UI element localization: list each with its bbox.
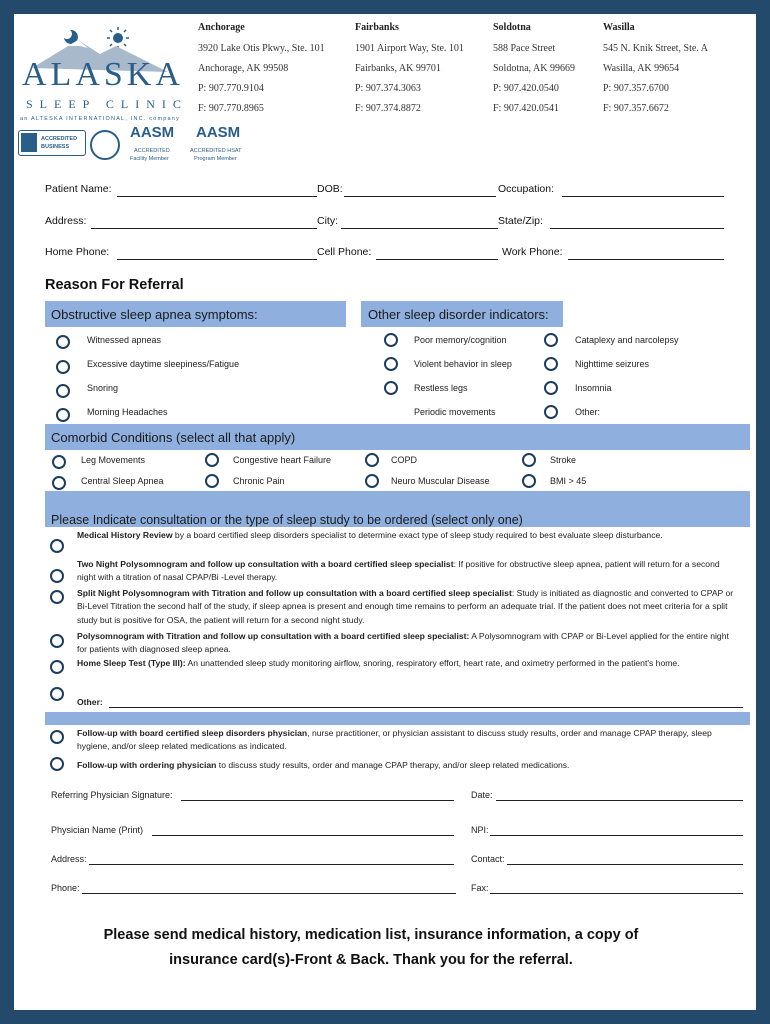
radio-central-sleep-apnea[interactable] xyxy=(52,476,66,490)
radio-home-sleep-test[interactable] xyxy=(50,660,64,674)
radio-morning-headaches[interactable] xyxy=(56,408,70,422)
location-phone: P: 907.770.9104 xyxy=(198,83,264,94)
followup-divider-bar xyxy=(45,712,750,725)
study-other-field[interactable] xyxy=(109,707,743,708)
option-label: Insomnia xyxy=(575,383,612,393)
location-street: 588 Pace Street xyxy=(493,43,556,54)
physician-name-field[interactable] xyxy=(152,835,454,836)
location-fax: F: 907.770.8965 xyxy=(198,103,264,114)
clinic-logo xyxy=(18,20,198,130)
physician-address-field[interactable] xyxy=(89,864,454,865)
study-header: Please Indicate consultation or the type of sleep study to be ordered (select only one) xyxy=(51,513,523,527)
physician-phone-field[interactable] xyxy=(82,893,456,894)
study-option-5 xyxy=(77,657,739,670)
option-label: COPD xyxy=(391,455,418,465)
physician-name-label: Physician Name (Print) xyxy=(51,825,144,835)
patient-name-field[interactable] xyxy=(117,196,317,197)
study-option-4 xyxy=(77,630,739,657)
radio-chronic-pain[interactable] xyxy=(205,474,219,488)
aasm-facility-caption2: Facility Member xyxy=(130,156,169,162)
contact-field[interactable] xyxy=(507,864,743,865)
contact-label: Contact: xyxy=(471,854,505,864)
radio-violent-behavior[interactable] xyxy=(384,357,398,371)
radio-witnessed-apneas[interactable] xyxy=(56,335,70,349)
option-label: Other: xyxy=(575,407,601,417)
closing-line-1: Please send medical history, medication list, insurance information, a copy of xyxy=(103,927,639,943)
location-phone: P: 907.420.0540 xyxy=(493,83,559,94)
radio-split-night-psg[interactable] xyxy=(50,590,64,604)
followup-option-1 xyxy=(77,727,739,754)
location-anchorage xyxy=(198,22,348,114)
statezip-label: State/Zip: xyxy=(498,215,543,227)
radio-psg-titration[interactable] xyxy=(50,634,64,648)
signature-field[interactable] xyxy=(181,800,454,801)
location-city: Anchorage xyxy=(198,22,245,33)
statezip-field[interactable] xyxy=(550,228,724,229)
bbb-badge xyxy=(18,130,86,156)
study-option-title: Home Sleep Test (Type III): xyxy=(77,658,186,668)
work-phone-label: Work Phone: xyxy=(502,246,563,258)
study-option-title: Two Night Polysomnogram and follow up consultation with a board certified sleep specialist xyxy=(77,559,454,569)
study-option-desc: An unattended sleep study monitoring airflow, snoring, respiratory effort, heart rate, and oximetry performed in the patient's home. xyxy=(185,658,680,668)
radio-study-other[interactable] xyxy=(50,687,64,701)
referral-form-page xyxy=(14,14,756,1010)
study-option-desc: A Polysomnogram with CPAP or Bi-Level applied for the entire night for patients with diagnosed sleep apnea. xyxy=(77,631,729,655)
cell-phone-label: Cell Phone: xyxy=(317,246,372,258)
other-header: Other sleep disorder indicators: xyxy=(368,307,549,322)
signature-label: Referring Physician Signature: xyxy=(51,790,173,800)
npi-field[interactable] xyxy=(490,835,743,836)
physician-address-label: Address: xyxy=(51,854,87,864)
option-label: Congestive heart Failure xyxy=(233,455,332,465)
logo-tagline: an ALTESKA INTERNATIONAL, INC. company xyxy=(20,116,181,122)
location-city: Wasilla xyxy=(603,22,635,33)
location-street: 1901 Airport Way, Ste. 101 xyxy=(355,43,464,54)
dob-field[interactable] xyxy=(344,196,496,197)
radio-stroke[interactable] xyxy=(522,453,536,467)
study-option-title: Other: xyxy=(77,697,103,707)
bbb-logo-icon xyxy=(21,133,37,152)
osa-header: Obstructive sleep apnea symptoms: xyxy=(51,307,258,322)
radio-neuromuscular[interactable] xyxy=(365,474,379,488)
location-citystate: Wasilla, AK 99654 xyxy=(603,63,680,74)
study-option-desc: : If positive for obstructive sleep apnea, patient will return for a second night with a titration of nasal CPAP/Bi -Level therapy. xyxy=(77,559,720,583)
radio-other-indicator[interactable] xyxy=(544,405,558,419)
option-label: Poor memory/cognition xyxy=(414,335,507,345)
referral-heading: Reason For Referral xyxy=(45,277,184,293)
aasm-facility-title: AASM xyxy=(130,124,175,141)
seal-badge-icon xyxy=(90,130,120,160)
followup-option-2 xyxy=(77,759,739,772)
radio-leg-movements[interactable] xyxy=(52,455,66,469)
study-option-3 xyxy=(77,587,739,627)
location-street: 545 N. Knik Street, Ste. A xyxy=(603,43,708,54)
logo-name: ALASKA xyxy=(22,56,184,93)
option-label: Stroke xyxy=(550,455,577,465)
radio-snoring[interactable] xyxy=(56,384,70,398)
study-option-2 xyxy=(77,558,739,585)
radio-copd[interactable] xyxy=(365,453,379,467)
aasm-facility-badge xyxy=(126,124,186,164)
radio-daytime-sleepiness[interactable] xyxy=(56,360,70,374)
location-citystate: Anchorage, AK 99508 xyxy=(198,63,289,74)
location-wasilla xyxy=(603,22,753,114)
study-option-desc: : Study is initiated as diagnostic and converted to CPAP or Bi-Level Titration the second half of the study, if sleep apnea is present and enough time remains to perform an adequate trial. If the patient does not meet criteria for a split study but is positive for OSA, the patient will return for a second night study. xyxy=(77,588,734,625)
date-field[interactable] xyxy=(496,800,743,801)
radio-two-night-psg[interactable] xyxy=(50,569,64,583)
study-option-title: Split Night Polysomnogram with Titration and follow up consultation with a board certified sleep specialist xyxy=(77,588,512,598)
radio-restless-legs[interactable] xyxy=(384,381,398,395)
city-field[interactable] xyxy=(341,228,498,229)
followup-title: Follow-up with board certified sleep disorders physician xyxy=(77,728,308,738)
location-phone: P: 907.374.3063 xyxy=(355,83,421,94)
option-label: Witnessed apneas xyxy=(87,335,162,345)
npi-label: NPI: xyxy=(471,825,489,835)
option-label: Central Sleep Apnea xyxy=(81,476,164,486)
location-fax: F: 907.357.6672 xyxy=(603,103,669,114)
location-fairbanks xyxy=(355,22,495,114)
work-phone-field[interactable] xyxy=(568,259,724,260)
physician-phone-label: Phone: xyxy=(51,883,80,893)
bbb-line2: BUSINESS xyxy=(41,144,70,150)
location-city: Fairbanks xyxy=(355,22,399,33)
occupation-label: Occupation: xyxy=(498,183,555,195)
location-street: 3920 Lake Otis Pkwy., Ste. 101 xyxy=(198,43,325,54)
followup-desc: to discuss study results, order and manage CPAP therapy, and/or sleep related medications. xyxy=(216,760,570,770)
radio-medical-history-review[interactable] xyxy=(50,539,64,553)
city-label: City: xyxy=(317,215,338,227)
aasm-facility-caption1: ACCREDITED xyxy=(134,148,170,154)
home-phone-field[interactable] xyxy=(117,259,317,260)
occupation-field[interactable] xyxy=(562,196,724,197)
radio-bmi[interactable] xyxy=(522,474,536,488)
location-phone: P: 907.357.6700 xyxy=(603,83,669,94)
followup-desc: , nurse practitioner, or physician assistant to discuss study results, order and manage CPAP therapy, sleep hygiene, and/or sleep related medications as indicated. xyxy=(77,728,712,752)
home-phone-label: Home Phone: xyxy=(45,246,110,258)
option-label: Violent behavior in sleep xyxy=(414,359,512,369)
study-option-title: Medical History Review xyxy=(77,530,173,540)
radio-poor-memory[interactable] xyxy=(384,333,398,347)
option-label: Periodic movements xyxy=(414,407,496,417)
closing-line-2: insurance card(s)-Front & Back. Thank you for the referral. xyxy=(169,952,573,968)
location-citystate: Soldotna, AK 99669 xyxy=(493,63,575,74)
location-soldotna xyxy=(493,22,603,114)
date-label: Date: xyxy=(471,790,493,800)
radio-followup-ordering-physician[interactable] xyxy=(50,757,64,771)
patient-name-label: Patient Name: xyxy=(45,183,112,195)
aasm-hsat-caption1: ACCREDITED HSAT xyxy=(190,148,242,154)
aasm-hsat-badge xyxy=(188,124,250,164)
radio-nighttime-seizures[interactable] xyxy=(544,357,558,371)
aasm-hsat-caption2: Program Member xyxy=(194,156,237,162)
location-fax: F: 907.420.0541 xyxy=(493,103,559,114)
option-label: Neuro Muscular Disease xyxy=(391,476,490,486)
option-label: Nighttime seizures xyxy=(575,359,650,369)
radio-chf[interactable] xyxy=(205,453,219,467)
radio-followup-board-physician[interactable] xyxy=(50,730,64,744)
option-label: Chronic Pain xyxy=(233,476,285,486)
option-label: Snoring xyxy=(87,383,119,393)
address-label: Address: xyxy=(45,215,87,227)
location-city: Soldotna xyxy=(493,22,531,33)
aasm-hsat-title: AASM xyxy=(196,124,241,141)
location-fax: F: 907.374.8872 xyxy=(355,103,421,114)
followup-title: Follow-up with ordering physician xyxy=(77,760,217,770)
bbb-line1: ACCREDITED xyxy=(41,136,78,142)
study-option-1 xyxy=(77,529,739,542)
address-field[interactable] xyxy=(91,228,317,229)
option-label: Morning Headaches xyxy=(87,407,168,417)
option-label: Cataplexy and narcolepsy xyxy=(575,335,679,345)
study-option-desc: by a board certified sleep disorders specialist to determine exact type of sleep study required to best evaluate sleep disturbance. xyxy=(172,530,663,540)
fax-label: Fax: xyxy=(471,883,489,893)
cell-phone-field[interactable] xyxy=(376,259,498,260)
option-label: Restless legs xyxy=(414,383,468,393)
fax-field[interactable] xyxy=(490,893,743,894)
dob-label: DOB: xyxy=(317,183,343,195)
logo-subtitle: SLEEP CLINIC xyxy=(26,97,188,111)
comorbid-header: Comorbid Conditions (select all that apply) xyxy=(51,430,296,445)
option-label: Excessive daytime sleepiness/Fatigue xyxy=(87,359,240,369)
study-option-title: Polysomnogram with Titration and follow up consultation with a board certified sleep specialist: xyxy=(77,631,470,641)
radio-insomnia[interactable] xyxy=(544,381,558,395)
location-citystate: Fairbanks, AK 99701 xyxy=(355,63,441,74)
radio-cataplexy[interactable] xyxy=(544,333,558,347)
option-label: BMI > 45 xyxy=(550,476,587,486)
option-label: Leg Movements xyxy=(81,455,146,465)
